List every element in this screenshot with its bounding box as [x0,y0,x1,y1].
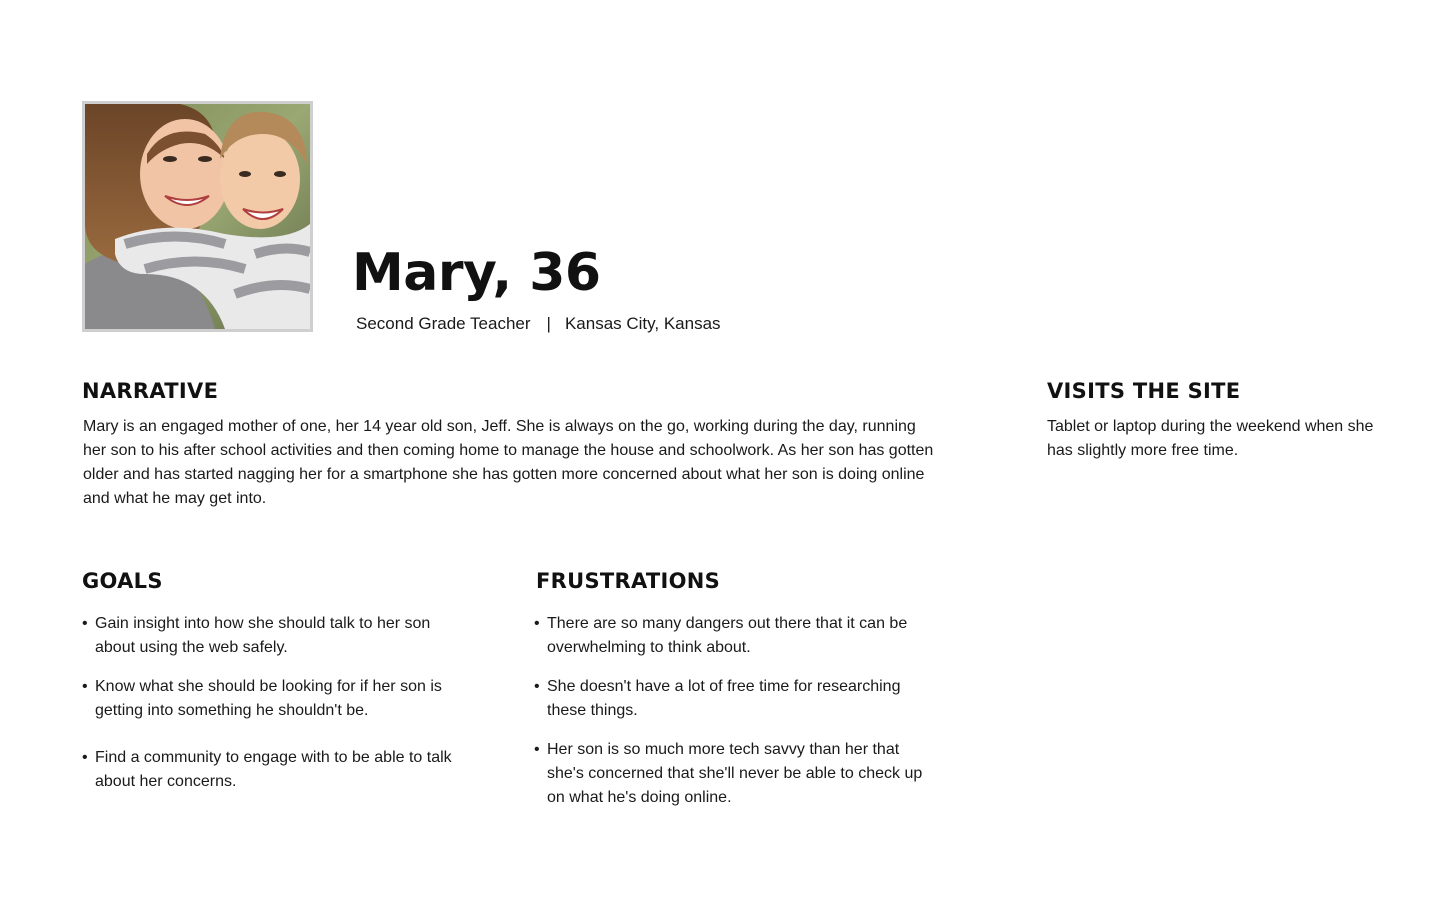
persona-name: Mary, 36 [352,243,601,303]
frustration-item: • There are so many dangers out there that it can be overwhelming to think about. [534,612,934,660]
visits-heading: VISITS THE SITE [1047,379,1241,403]
persona-subtitle [356,313,721,335]
narrative-text: Mary is an engaged mother of one, her 14 year old son, Jeff. She is always on the go, working during the day, running her son to his after school activities and then coming home to manage the house and schoolwork. As her son has gotten older and has started nagging her for a smartphone she has gotten more concerned about what her son is doing online and what he may get into. [83,418,934,507]
goals-list [82,612,472,809]
persona-occupation: Second Grade Teacher [356,314,531,333]
goal-item: • Gain insight into how she should talk to her son about using the web safely. [82,612,472,660]
goals-heading: GOALS [82,569,163,593]
goal-item: • Know what she should be looking for if her son is getting into something he shouldn't be. [82,675,472,723]
subtitle-separator: | [546,314,551,333]
persona-location: Kansas City, Kansas [564,314,721,333]
persona-photo [82,101,313,332]
goal-item: • Find a community to engage with to be able to talk about her concerns. [82,746,472,794]
narrative-heading: NARRATIVE [82,379,219,403]
persona-photo-mother-and-son [85,104,310,329]
frustration-item: • Her son is so much more tech savvy than her that she's concerned that she'll never be able to check up on what he's doing online. [534,738,934,810]
frustration-item: • She doesn't have a lot of free time for researching these things. [534,675,934,723]
frustrations-heading: FRUSTRATIONS [536,569,721,593]
frustrations-list [534,612,934,825]
visits-text: Tablet or laptop during the weekend when she has slightly more free time. [1047,418,1374,459]
